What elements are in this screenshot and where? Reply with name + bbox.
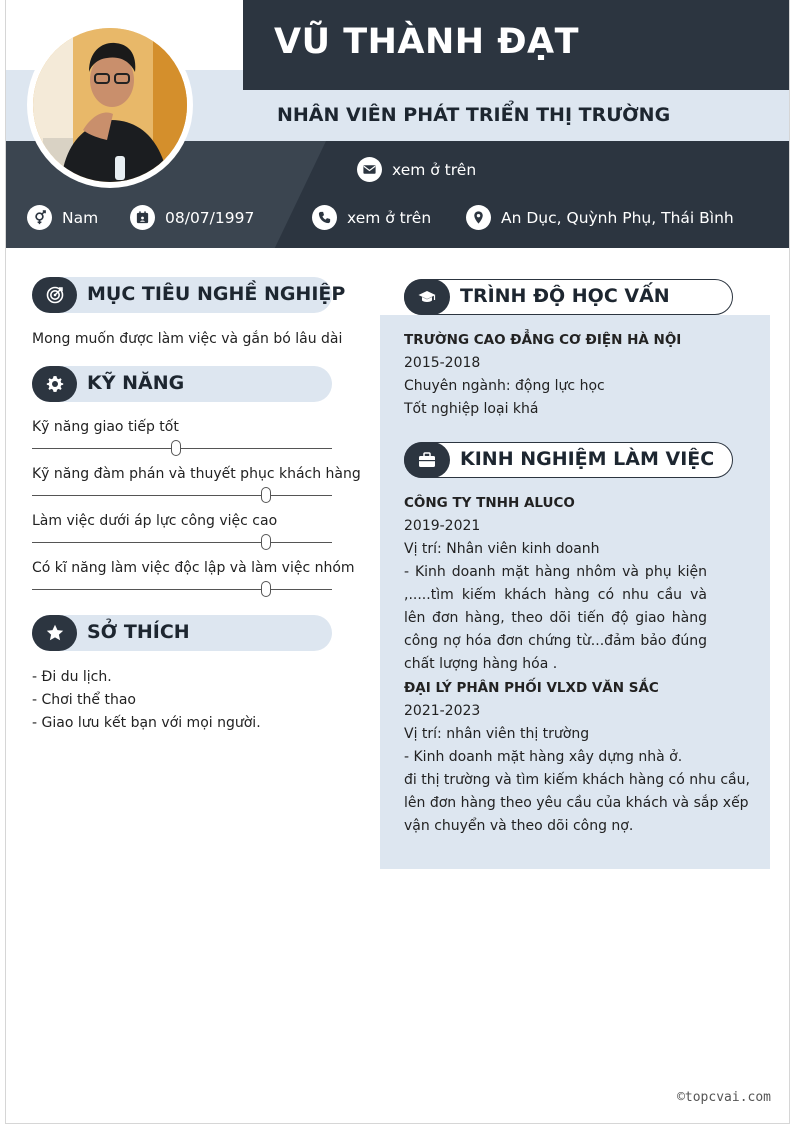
job-company: ĐẠI LÝ PHÂN PHỐI VLXD VĂN SẮC [404, 680, 659, 696]
skill-level-handle [171, 440, 181, 456]
star-icon [32, 615, 77, 651]
hobby-item: - Đi du lịch. [32, 669, 112, 685]
phone-icon [312, 205, 337, 230]
hobby-item: - Giao lưu kết bạn với mọi người. [32, 715, 261, 731]
gender-info [27, 205, 98, 230]
job-description-line: - Kinh doanh mặt hàng xây dựng nhà ở. [404, 749, 683, 765]
skill-label: Kỹ năng đàm phán và thuyết phục khách hàng [32, 466, 361, 482]
hobby-item: - Chơi thể thao [32, 692, 136, 708]
skill-label: Có kĩ năng làm việc độc lập và làm việc nhóm [32, 560, 355, 576]
skill-label: Kỹ năng giao tiếp tốt [32, 419, 179, 435]
address-info [466, 205, 734, 230]
birthday-value: 08/07/1997 [165, 208, 255, 227]
job-period: 2021-2023 [404, 703, 481, 719]
job-title: NHÂN VIÊN PHÁT TRIỂN THỊ TRƯỜNG [277, 104, 671, 126]
skill-bar [32, 448, 332, 449]
job-period: 2019-2021 [404, 518, 481, 534]
education-grade: Tốt nghiệp loại khá [404, 401, 539, 417]
education-period: 2015-2018 [404, 355, 481, 371]
skill-bar [32, 542, 332, 543]
phone-info [312, 205, 431, 230]
email-value: xem ở trên [392, 160, 477, 179]
cv-page [5, 0, 790, 1124]
gender-icon [27, 205, 52, 230]
objective-heading: MỤC TIÊU NGHỀ NGHIỆP [32, 277, 332, 313]
skill-label: Làm việc dưới áp lực công việc cao [32, 513, 278, 529]
gear-icon [32, 366, 77, 402]
job-description-line: đi thị trường và tìm kiếm khách hàng có nhu cầu, [404, 772, 750, 788]
job-company: CÔNG TY TNHH ALUCO [404, 495, 575, 511]
gender-value: Nam [62, 208, 99, 227]
phone-value: xem ở trên [347, 208, 432, 227]
avatar [27, 22, 193, 188]
hobbies-heading: SỞ THÍCH [32, 615, 332, 651]
briefcase-icon [404, 442, 450, 478]
candidate-name: VŨ THÀNH ĐẠT [274, 22, 580, 62]
email-icon [357, 157, 382, 182]
skills-heading: KỸ NĂNG [32, 366, 332, 402]
job-description: - Kinh doanh mặt hàng nhôm và phụ kiện ,.....tìm kiếm khách hàng có nhu cầu và lên đơn hàng, theo dõi tiến độ giao hàng công nợ hóa đơn chứng từ...đảm bảo đúng chất lượng hàng hóa . [404, 564, 707, 672]
skill-bar [32, 589, 332, 590]
skill-level-handle [261, 487, 271, 503]
target-icon [32, 277, 77, 313]
education-school: TRƯỜNG CAO ĐẲNG CƠ ĐIỆN HÀ NỘI [404, 332, 682, 348]
graduation-cap-icon [404, 279, 450, 315]
education-heading: TRÌNH ĐỘ HỌC VẤN [404, 279, 733, 315]
skill-bar [32, 495, 332, 496]
watermark: ©topcvai.com [677, 1090, 771, 1105]
skill-level-handle [261, 581, 271, 597]
calendar-icon [130, 205, 155, 230]
location-pin-icon [466, 205, 491, 230]
education-major: Chuyên ngành: động lực học [404, 378, 605, 394]
job-description-line: lên đơn hàng theo yêu cầu của khách và sắp xếp [404, 795, 749, 811]
skill-level-handle [261, 534, 271, 550]
avatar-photo [33, 28, 187, 182]
job-position: Vị trí: nhân viên thị trường [404, 726, 590, 742]
email-info [357, 157, 476, 182]
experience-heading: KINH NGHIỆM LÀM VIỆC [404, 442, 733, 478]
birthday-info [130, 205, 254, 230]
address-value: An Dục, Quỳnh Phụ, Thái Bình [501, 208, 734, 227]
job-description-line: vận chuyển và theo dõi công nợ. [404, 818, 634, 834]
objective-text: Mong muốn được làm việc và gắn bó lâu dài [32, 331, 343, 347]
job-position: Vị trí: Nhân viên kinh doanh [404, 541, 600, 557]
